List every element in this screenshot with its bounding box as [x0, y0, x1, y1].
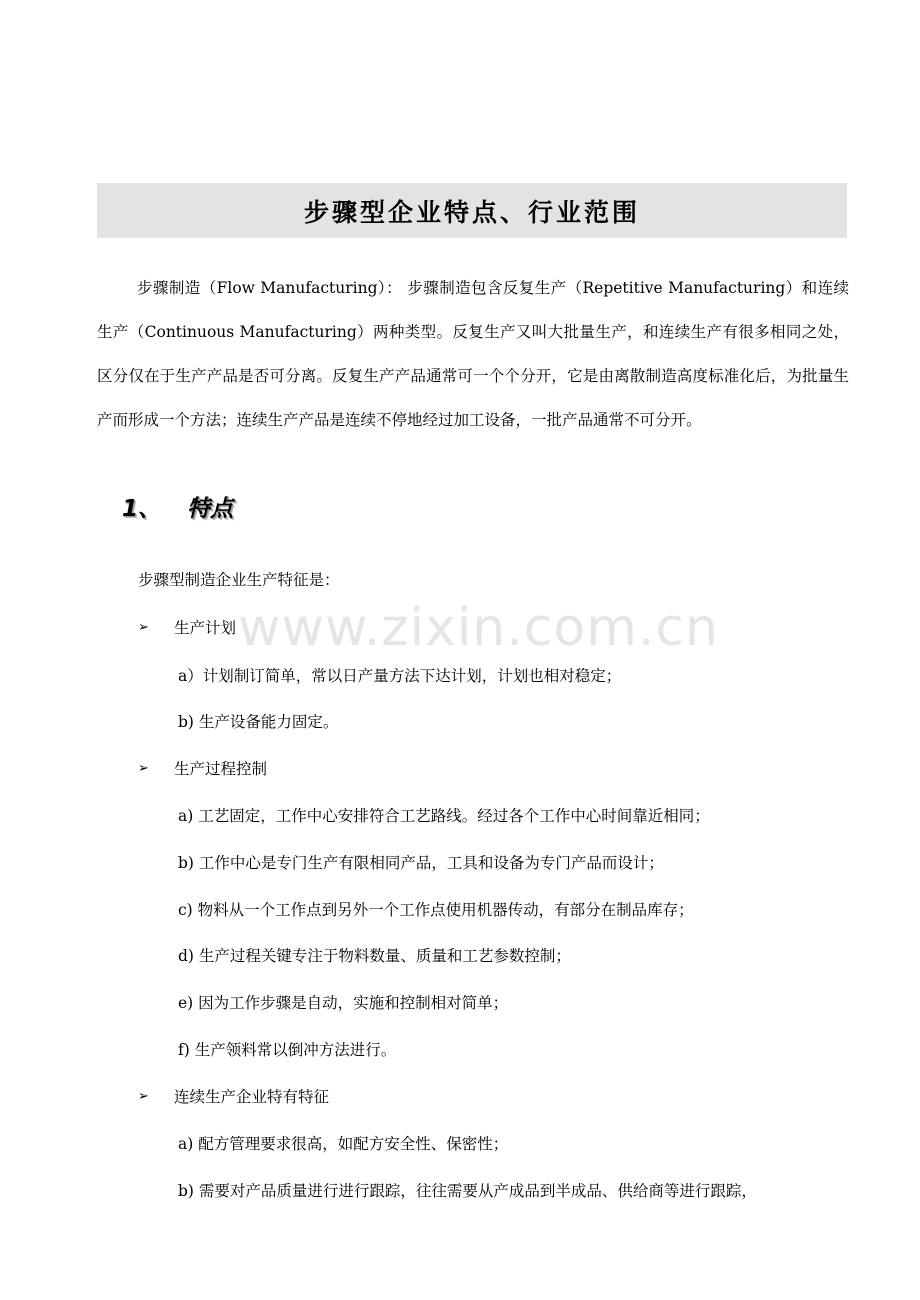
sub-item: c) 物料从一个工作点到另外一个工作点使用机器传动，有部分在制品库存；: [178, 901, 694, 919]
arrow-bullet-icon: ➢: [138, 619, 149, 635]
section-heading: [122, 490, 233, 523]
title-band: [97, 183, 847, 238]
section-number: 1、: [122, 496, 162, 522]
sub-item: b) 需要对产品质量进行进行跟踪，往往需要从产成品到半成品、供给商等进行跟踪，: [178, 1182, 757, 1200]
arrow-bullet-icon: ➢: [138, 760, 149, 776]
bullet-item: [138, 757, 267, 779]
lead-text: 步骤型制造企业生产特征是：: [138, 571, 340, 589]
bullet-label: 生产过程控制: [174, 760, 268, 778]
sub-item: d) 生产过程关键专注于物料数量、质量和工艺参数控制；: [178, 947, 571, 965]
arrow-bullet-icon: ➢: [138, 1088, 149, 1104]
sub-item: f) 生产领料常以倒冲方法进行。: [178, 1041, 397, 1059]
sub-item: a）计划制订简单，常以日产量方法下达计划，计划也相对稳定；: [178, 667, 622, 685]
intro-paragraph: 步骤制造（Flow Manufacturing）： 步骤制造包含反复生产（Repetitive Manufacturing）和连续生产（Continuous Manufacturing）两种类型。反复生产又叫大批量生产，和连续生产有很多相同之处，区分仅在于生产产品是否可分离。反复生产产品通常可一个个分开，它是由离散制造高度标准化后，为批量生产而形成一个方法；连续生产产品是连续不停地经过加工设备，一批产品通常不可分开。: [97, 279, 849, 429]
sub-item: e) 因为工作步骤是自动，实施和控制相对简单；: [178, 994, 509, 1012]
sub-item: b) 生产设备能力固定。: [178, 713, 339, 731]
bullet-label: 连续生产企业特有特征: [174, 1088, 330, 1106]
sub-item: a) 配方管理要求很高，如配方安全性、保密性；: [178, 1135, 509, 1153]
section-title: 特点: [187, 496, 234, 522]
watermark: www.zixin.com.cn: [238, 598, 719, 658]
sub-item: a) 工艺固定，工作中心安排符合工艺路线。经过各个工作中心时间靠近相同；: [178, 807, 710, 825]
bullet-item: [138, 616, 236, 638]
sub-item: b) 工作中心是专门生产有限相同产品，工具和设备为专门产品而设计；: [178, 854, 664, 872]
bullet-label: 生产计划: [174, 619, 237, 637]
page-title: 步骤型企业特点、行业范围: [303, 197, 640, 227]
bullet-item: [138, 1085, 329, 1107]
